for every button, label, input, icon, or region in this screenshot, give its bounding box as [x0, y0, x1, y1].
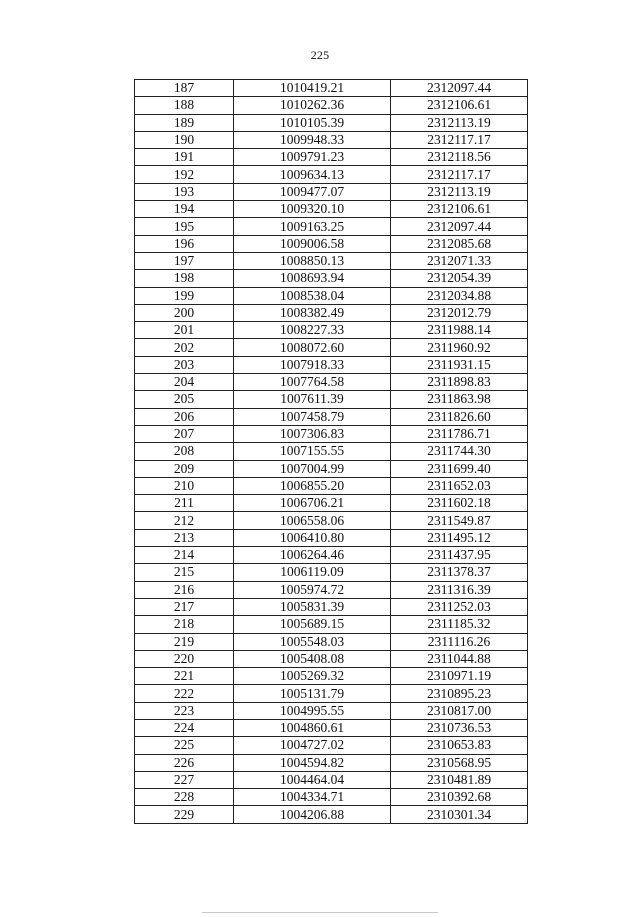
table-row	[135, 97, 528, 114]
x-coordinate-cell: 1005408.08	[234, 650, 391, 667]
table-row	[135, 443, 528, 460]
x-coordinate-cell: 1008538.04	[234, 287, 391, 304]
y-coordinate-cell: 2311437.95	[391, 547, 528, 564]
point-number-cell: 210	[135, 477, 234, 494]
table-row	[135, 322, 528, 339]
table-row	[135, 218, 528, 235]
point-number-cell: 191	[135, 149, 234, 166]
x-coordinate-cell: 1008072.60	[234, 339, 391, 356]
table-row	[135, 183, 528, 200]
y-coordinate-cell: 2312113.19	[391, 183, 528, 200]
x-coordinate-cell: 1004206.88	[234, 806, 391, 823]
table-row	[135, 719, 528, 736]
x-coordinate-cell: 1004594.82	[234, 754, 391, 771]
table-row	[135, 408, 528, 425]
point-number-cell: 195	[135, 218, 234, 235]
point-number-cell: 209	[135, 460, 234, 477]
y-coordinate-cell: 2311898.83	[391, 374, 528, 391]
coordinates-table	[134, 79, 528, 824]
table-row	[135, 737, 528, 754]
table-row	[135, 374, 528, 391]
point-number-cell: 221	[135, 668, 234, 685]
y-coordinate-cell: 2311826.60	[391, 408, 528, 425]
y-coordinate-cell: 2311931.15	[391, 356, 528, 373]
point-number-cell: 224	[135, 719, 234, 736]
y-coordinate-cell: 2311185.32	[391, 616, 528, 633]
y-coordinate-cell: 2312071.33	[391, 252, 528, 269]
y-coordinate-cell: 2310392.68	[391, 789, 528, 806]
point-number-cell: 204	[135, 374, 234, 391]
table-row	[135, 304, 528, 321]
x-coordinate-cell: 1008382.49	[234, 304, 391, 321]
table-row	[135, 201, 528, 218]
y-coordinate-cell: 2311044.88	[391, 650, 528, 667]
table-row	[135, 339, 528, 356]
x-coordinate-cell: 1005131.79	[234, 685, 391, 702]
x-coordinate-cell: 1009477.07	[234, 183, 391, 200]
point-number-cell: 190	[135, 131, 234, 148]
point-number-cell: 199	[135, 287, 234, 304]
x-coordinate-cell: 1007155.55	[234, 443, 391, 460]
point-number-cell: 208	[135, 443, 234, 460]
x-coordinate-cell: 1007764.58	[234, 374, 391, 391]
table-row	[135, 477, 528, 494]
x-coordinate-cell: 1009948.33	[234, 131, 391, 148]
y-coordinate-cell: 2312085.68	[391, 235, 528, 252]
x-coordinate-cell: 1004995.55	[234, 702, 391, 719]
y-coordinate-cell: 2312097.44	[391, 218, 528, 235]
x-coordinate-cell: 1007306.83	[234, 425, 391, 442]
point-number-cell: 222	[135, 685, 234, 702]
x-coordinate-cell: 1004727.02	[234, 737, 391, 754]
x-coordinate-cell: 1006558.06	[234, 512, 391, 529]
y-coordinate-cell: 2312054.39	[391, 270, 528, 287]
point-number-cell: 196	[135, 235, 234, 252]
point-number-cell: 203	[135, 356, 234, 373]
point-number-cell: 214	[135, 547, 234, 564]
x-coordinate-cell: 1006119.09	[234, 564, 391, 581]
coordinates-table-body	[135, 80, 528, 824]
x-coordinate-cell: 1008693.94	[234, 270, 391, 287]
y-coordinate-cell: 2311960.92	[391, 339, 528, 356]
point-number-cell: 215	[135, 564, 234, 581]
x-coordinate-cell: 1008227.33	[234, 322, 391, 339]
table-row	[135, 425, 528, 442]
y-coordinate-cell: 2311988.14	[391, 322, 528, 339]
point-number-cell: 219	[135, 633, 234, 650]
table-row	[135, 391, 528, 408]
y-coordinate-cell: 2311316.39	[391, 581, 528, 598]
y-coordinate-cell: 2311602.18	[391, 495, 528, 512]
y-coordinate-cell: 2310568.95	[391, 754, 528, 771]
point-number-cell: 205	[135, 391, 234, 408]
x-coordinate-cell: 1007918.33	[234, 356, 391, 373]
table-row	[135, 633, 528, 650]
x-coordinate-cell: 1009634.13	[234, 166, 391, 183]
x-coordinate-cell: 1010419.21	[234, 80, 391, 97]
table-row	[135, 581, 528, 598]
point-number-cell: 207	[135, 425, 234, 442]
table-row	[135, 754, 528, 771]
x-coordinate-cell: 1010105.39	[234, 114, 391, 131]
y-coordinate-cell: 2312097.44	[391, 80, 528, 97]
table-row	[135, 356, 528, 373]
point-number-cell: 192	[135, 166, 234, 183]
table-row	[135, 149, 528, 166]
y-coordinate-cell: 2312117.17	[391, 166, 528, 183]
x-coordinate-cell: 1006855.20	[234, 477, 391, 494]
table-row	[135, 598, 528, 615]
y-coordinate-cell: 2312106.61	[391, 97, 528, 114]
table-row	[135, 495, 528, 512]
x-coordinate-cell: 1006410.80	[234, 529, 391, 546]
point-number-cell: 211	[135, 495, 234, 512]
table-row	[135, 685, 528, 702]
x-coordinate-cell: 1008850.13	[234, 252, 391, 269]
coordinates-table-container	[134, 79, 527, 824]
point-number-cell: 213	[135, 529, 234, 546]
x-coordinate-cell: 1004334.71	[234, 789, 391, 806]
point-number-cell: 189	[135, 114, 234, 131]
table-row	[135, 460, 528, 477]
y-coordinate-cell: 2312118.56	[391, 149, 528, 166]
y-coordinate-cell: 2311744.30	[391, 443, 528, 460]
y-coordinate-cell: 2311652.03	[391, 477, 528, 494]
point-number-cell: 193	[135, 183, 234, 200]
y-coordinate-cell: 2312117.17	[391, 131, 528, 148]
y-coordinate-cell: 2312106.61	[391, 201, 528, 218]
point-number-cell: 225	[135, 737, 234, 754]
point-number-cell: 229	[135, 806, 234, 823]
y-coordinate-cell: 2311786.71	[391, 425, 528, 442]
x-coordinate-cell: 1007004.99	[234, 460, 391, 477]
y-coordinate-cell: 2312113.19	[391, 114, 528, 131]
table-row	[135, 235, 528, 252]
table-row	[135, 650, 528, 667]
y-coordinate-cell: 2311863.98	[391, 391, 528, 408]
x-coordinate-cell: 1009163.25	[234, 218, 391, 235]
point-number-cell: 227	[135, 771, 234, 788]
table-row	[135, 80, 528, 97]
table-row	[135, 252, 528, 269]
point-number-cell: 187	[135, 80, 234, 97]
x-coordinate-cell: 1009006.58	[234, 235, 391, 252]
x-coordinate-cell: 1004464.04	[234, 771, 391, 788]
x-coordinate-cell: 1010262.36	[234, 97, 391, 114]
y-coordinate-cell: 2310301.34	[391, 806, 528, 823]
x-coordinate-cell: 1004860.61	[234, 719, 391, 736]
table-row	[135, 702, 528, 719]
table-row	[135, 789, 528, 806]
x-coordinate-cell: 1005689.15	[234, 616, 391, 633]
table-row	[135, 166, 528, 183]
x-coordinate-cell: 1005831.39	[234, 598, 391, 615]
table-row	[135, 114, 528, 131]
y-coordinate-cell: 2310736.53	[391, 719, 528, 736]
point-number-cell: 198	[135, 270, 234, 287]
x-coordinate-cell: 1009791.23	[234, 149, 391, 166]
point-number-cell: 212	[135, 512, 234, 529]
page-number: 225	[310, 48, 330, 62]
point-number-cell: 216	[135, 581, 234, 598]
point-number-cell: 202	[135, 339, 234, 356]
point-number-cell: 228	[135, 789, 234, 806]
x-coordinate-cell: 1006264.46	[234, 547, 391, 564]
table-row	[135, 771, 528, 788]
y-coordinate-cell: 2311549.87	[391, 512, 528, 529]
table-row	[135, 131, 528, 148]
table-row	[135, 547, 528, 564]
y-coordinate-cell: 2311116.26	[391, 633, 528, 650]
table-row	[135, 287, 528, 304]
y-coordinate-cell: 2310971.19	[391, 668, 528, 685]
y-coordinate-cell: 2312012.79	[391, 304, 528, 321]
table-row	[135, 806, 528, 823]
y-coordinate-cell: 2310481.89	[391, 771, 528, 788]
x-coordinate-cell: 1007458.79	[234, 408, 391, 425]
point-number-cell: 188	[135, 97, 234, 114]
point-number-cell: 220	[135, 650, 234, 667]
x-coordinate-cell: 1005269.32	[234, 668, 391, 685]
point-number-cell: 200	[135, 304, 234, 321]
y-coordinate-cell: 2311495.12	[391, 529, 528, 546]
y-coordinate-cell: 2311252.03	[391, 598, 528, 615]
x-coordinate-cell: 1007611.39	[234, 391, 391, 408]
x-coordinate-cell: 1005974.72	[234, 581, 391, 598]
table-row	[135, 512, 528, 529]
table-row	[135, 529, 528, 546]
point-number-cell: 226	[135, 754, 234, 771]
y-coordinate-cell: 2310653.83	[391, 737, 528, 754]
point-number-cell: 197	[135, 252, 234, 269]
table-row	[135, 270, 528, 287]
y-coordinate-cell: 2312034.88	[391, 287, 528, 304]
x-coordinate-cell: 1005548.03	[234, 633, 391, 650]
table-row	[135, 564, 528, 581]
point-number-cell: 218	[135, 616, 234, 633]
point-number-cell: 201	[135, 322, 234, 339]
y-coordinate-cell: 2310817.00	[391, 702, 528, 719]
y-coordinate-cell: 2311378.37	[391, 564, 528, 581]
point-number-cell: 217	[135, 598, 234, 615]
y-coordinate-cell: 2310895.23	[391, 685, 528, 702]
table-row	[135, 668, 528, 685]
point-number-cell: 223	[135, 702, 234, 719]
point-number-cell: 194	[135, 201, 234, 218]
x-coordinate-cell: 1009320.10	[234, 201, 391, 218]
point-number-cell: 206	[135, 408, 234, 425]
y-coordinate-cell: 2311699.40	[391, 460, 528, 477]
bottom-divider	[202, 912, 438, 913]
table-row	[135, 616, 528, 633]
x-coordinate-cell: 1006706.21	[234, 495, 391, 512]
